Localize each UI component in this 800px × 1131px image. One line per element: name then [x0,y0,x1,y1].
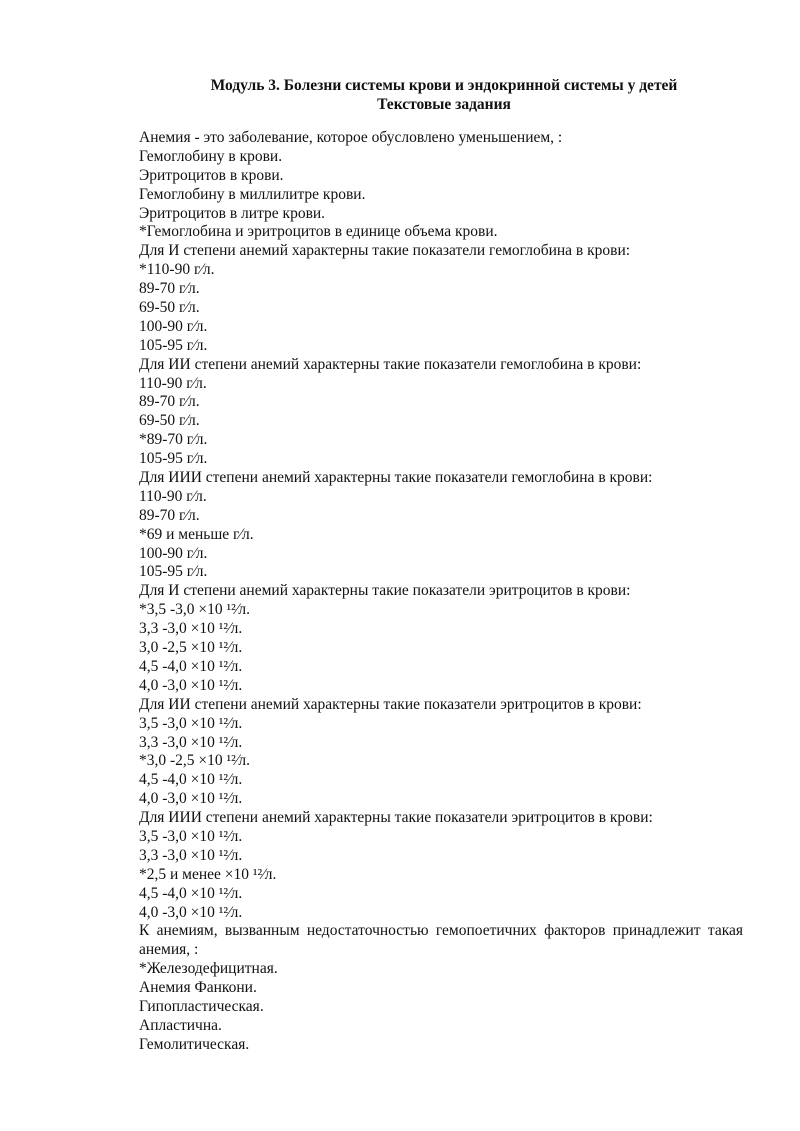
text-line: Для И степени анемий характерны такие показатели эритроцитов в крови: [139,582,631,600]
question-paragraph: К анемиям, вызванным недостаточностью гемопоетичних факторов принадлежит такая анемия, : [139,922,743,959]
text-line: 4,0 -3,0 ×10 ¹²⁄л. [139,790,243,808]
text-line: Для ИИИ степени анемий характерны такие показатели гемоглобина в крови: [139,469,653,487]
text-line: 110-90 г⁄л. [139,374,207,392]
answer-list [139,960,743,1054]
text-line: Анемия - это заболевание, которое обусловлено уменьшением, : [139,129,563,146]
text-line: *89-70 г⁄л. [139,431,208,449]
text-line: Эритроцитов в крови. [139,166,284,184]
text-line: 4,5 -4,0 ×10 ¹²⁄л. [139,884,243,902]
text-line: Эритроцитов в литре крови. [139,204,326,222]
text-line: Гемоглобину в миллилитре крови. [139,185,366,203]
text-line: 89-70 г⁄л. [139,393,200,411]
text-line: *Железодефицитная. [139,960,278,978]
text-line: 105-95 г⁄л. [139,450,208,468]
text-line: 105-95 г⁄л. [139,336,208,354]
text-line: *Гемоглобина и эритроцитов в единице объема крови. [139,223,498,241]
text-line: 3,0 -2,5 ×10 ¹²⁄л. [139,639,243,657]
text-line: Для ИИИ степени анемий характерны такие показатели эритроцитов в крови: [139,809,653,827]
text-line: 3,3 -3,0 ×10 ¹²⁄л. [139,620,243,638]
document-heading [120,76,768,114]
text-line: Гемолитическая. [139,1035,250,1053]
document-subtitle: Текстовые задания [377,96,511,113]
text-line: 4,0 -3,0 ×10 ¹²⁄л. [139,903,243,921]
text-line: 110-90 г⁄л. [139,487,207,505]
text-line: *69 и меньше г⁄л. [139,525,254,543]
text-line: Для И степени анемий характерны такие показатели гемоглобина в крови: [139,242,631,260]
text-line: Апластична. [139,1016,222,1034]
text-line: 69-50 г⁄л. [139,299,200,317]
text-line: 4,5 -4,0 ×10 ¹²⁄л. [139,771,243,789]
text-line: 100-90 г⁄л. [139,317,208,335]
text-line: *3,5 -3,0 ×10 ¹²⁄л. [139,601,251,619]
text-line: Гемоглобину в крови. [139,147,283,165]
text-line: 89-70 г⁄л. [139,506,200,524]
text-line: Для ИИ степени анемий характерны такие показатели эритроцитов в крови: [139,695,642,713]
text-line: 4,5 -4,0 ×10 ¹²⁄л. [139,657,243,675]
text-line: Гипопластическая. [139,998,264,1015]
text-line: 3,3 -3,0 ×10 ¹²⁄л. [139,846,243,864]
document-body [139,129,743,1055]
text-line: 100-90 г⁄л. [139,544,208,562]
text-line: 3,3 -3,0 ×10 ¹²⁄л. [139,733,243,751]
text-line: *110-90 г⁄л. [139,261,215,279]
document-title: Модуль 3. Болезни системы крови и эндокринной системы у детей [210,77,678,94]
text-line: *3,0 -2,5 ×10 ¹²⁄л. [139,752,251,770]
text-line: 69-50 г⁄л. [139,412,200,430]
question-list [139,129,743,922]
text-line: 105-95 г⁄л. [139,563,208,581]
text-line: 3,5 -3,0 ×10 ¹²⁄л. [139,714,243,732]
text-line: 4,0 -3,0 ×10 ¹²⁄л. [139,676,243,694]
text-line: Анемия Фанкони. [139,979,257,997]
text-line: 89-70 г⁄л. [139,280,200,298]
text-line: *2,5 и менее ×10 ¹²⁄л. [139,865,277,883]
text-line: 3,5 -3,0 ×10 ¹²⁄л. [139,827,243,845]
text-line: Для ИИ степени анемий характерны такие показатели гемоглобина в крови: [139,355,642,373]
